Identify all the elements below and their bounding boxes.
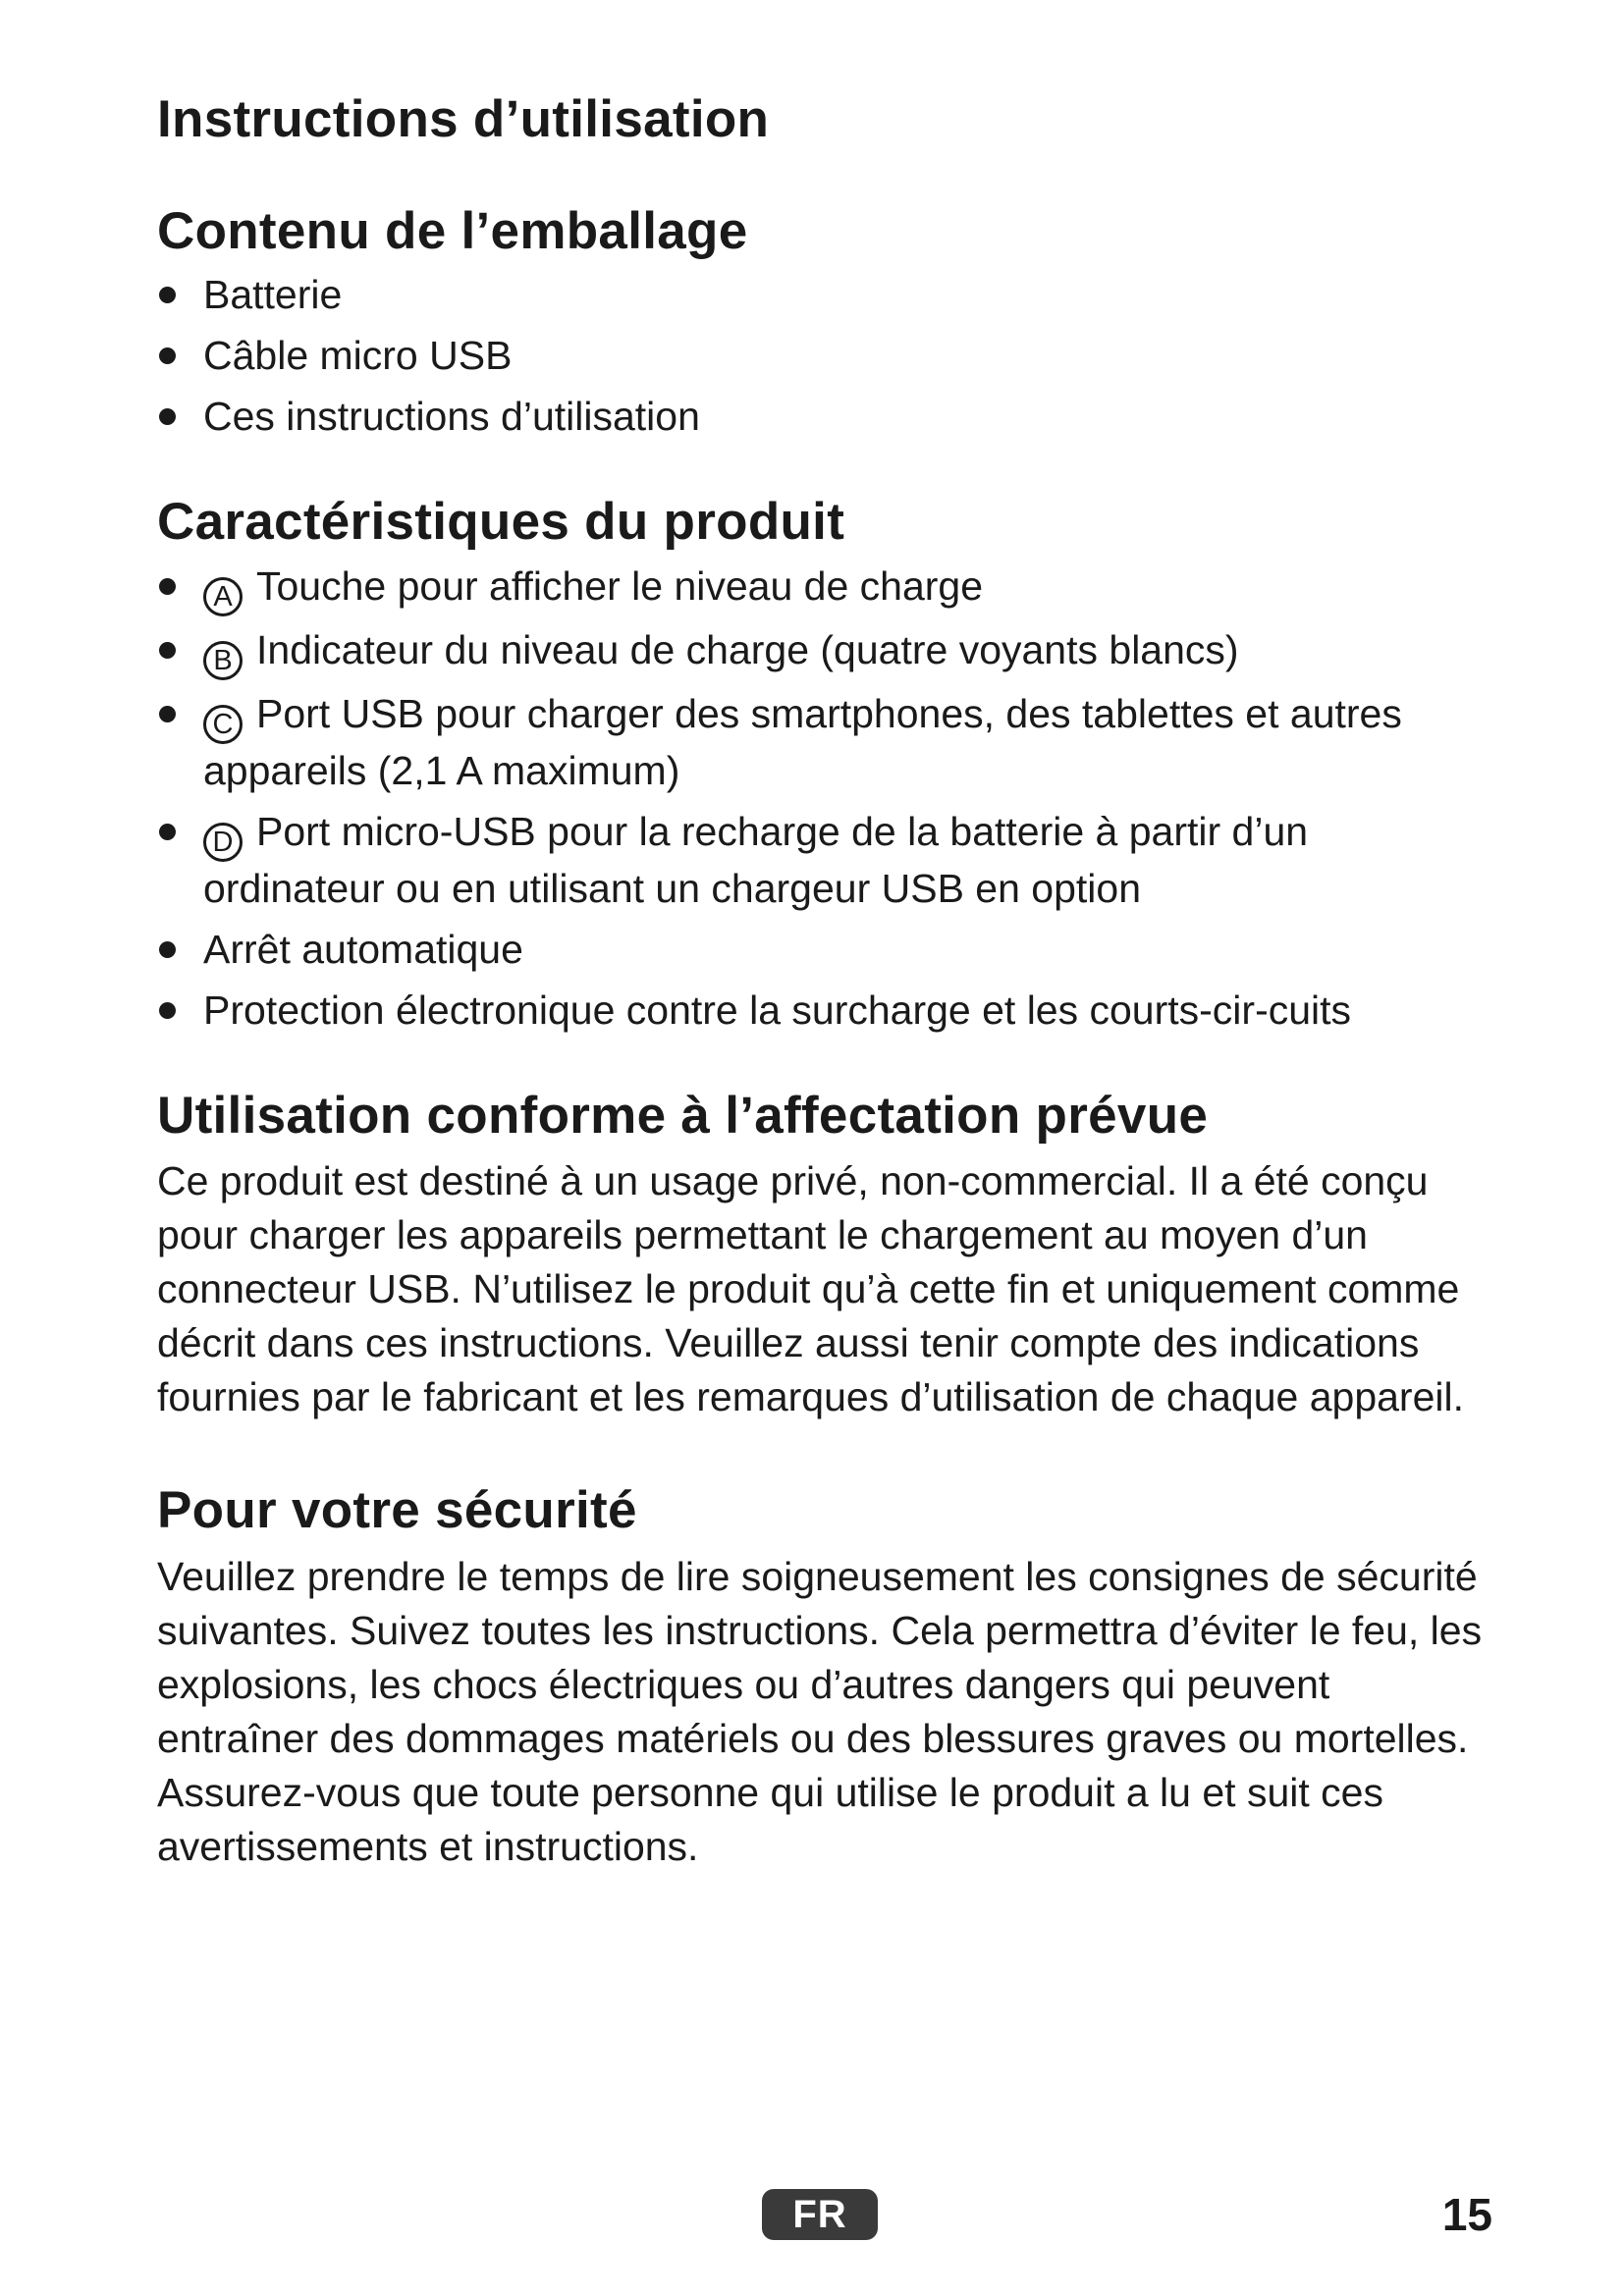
bullet-icon bbox=[159, 408, 176, 425]
list-item bbox=[157, 329, 1492, 383]
features-list bbox=[157, 560, 1492, 1038]
section-safety bbox=[157, 1479, 1492, 1874]
section-heading-intended-use: Utilisation conforme à l’affectation prévue bbox=[157, 1086, 1209, 1145]
section-heading-safety: Pour votre sécurité bbox=[157, 1481, 637, 1540]
bullet-icon bbox=[159, 578, 176, 595]
bullet-icon bbox=[159, 347, 176, 364]
list-item-text: Batterie bbox=[203, 272, 343, 318]
list-item-text: Indicateur du niveau de charge (quatre voyants blancs) bbox=[256, 626, 1239, 672]
list-item-text: Arrêt automatique bbox=[203, 926, 523, 972]
list-item bbox=[157, 923, 1492, 977]
bullet-icon bbox=[159, 941, 176, 958]
list-item bbox=[157, 623, 1492, 680]
intended-use-paragraph: Ce produit est destiné à un usage privé, non-commercial. Il a été conçu pour charger les appareils permettant le chargement au moyen d’un connecteur USB. N’utilisez le produit qu’à cette fin et uniquement comme décrit dans ces instructions. Veuillez aussi tenir compte des indications fournies par le fabricant et les remarques d’utilisation de chaque appareil. bbox=[157, 1158, 1464, 1420]
section-heading-contents: Contenu de l’emballage bbox=[157, 201, 748, 260]
list-item bbox=[157, 390, 1492, 444]
language-badge: FR bbox=[762, 2189, 878, 2240]
list-item bbox=[157, 687, 1492, 798]
circled-letter-c-icon: C bbox=[203, 705, 243, 744]
page-title: Instructions d’utilisation bbox=[157, 90, 770, 148]
section-intended-use bbox=[157, 1085, 1492, 1425]
bullet-icon bbox=[159, 706, 176, 722]
section-heading-features: Caractéristiques du produit bbox=[157, 493, 845, 552]
safety-paragraph: Veuillez prendre le temps de lire soigneusement les consignes de sécurité suivantes. Suivez toutes les instructions. Cela permettra d’éviter le feu, les explosions, les chocs électriques ou d’autres dangers qui peuvent entraîner des dommages matériels ou des blessures graves ou mortelles. Assurez-vous que toute personne qui utilise le produit a lu et suit ces avertissements et instructions. bbox=[157, 1553, 1483, 1869]
list-item-text: Port micro-USB pour la recharge de la batterie à partir d’un ordinateur ou en utilisant un chargeur USB en option bbox=[203, 808, 1309, 911]
list-item bbox=[157, 268, 1492, 322]
list-item bbox=[157, 560, 1492, 616]
list-item bbox=[157, 805, 1492, 916]
bullet-icon bbox=[159, 824, 176, 840]
circled-letter-a-icon: A bbox=[203, 577, 243, 616]
list-item-text: Protection électronique contre la surcharge et les courts-cir-cuits bbox=[203, 987, 1352, 1033]
circled-letter-b-icon: B bbox=[203, 641, 243, 680]
list-item-text: Ces instructions d’utilisation bbox=[203, 394, 700, 440]
page-number: 15 bbox=[1441, 2189, 1492, 2240]
bullet-icon bbox=[159, 287, 176, 303]
bullet-icon bbox=[159, 1002, 176, 1019]
section-package-contents bbox=[157, 200, 1492, 445]
bullet-icon bbox=[159, 642, 176, 659]
manual-page bbox=[157, 88, 1492, 1874]
list-item bbox=[157, 984, 1492, 1038]
list-item-text: Touche pour afficher le niveau de charge bbox=[256, 562, 984, 609]
list-item-text: Câble micro USB bbox=[203, 333, 513, 379]
contents-list bbox=[157, 268, 1492, 444]
circled-letter-d-icon: D bbox=[203, 823, 243, 862]
section-product-features bbox=[157, 491, 1492, 1038]
list-item-text: Port USB pour charger des smartphones, des tablettes et autres appareils (2,1 A maximum) bbox=[203, 690, 1402, 793]
